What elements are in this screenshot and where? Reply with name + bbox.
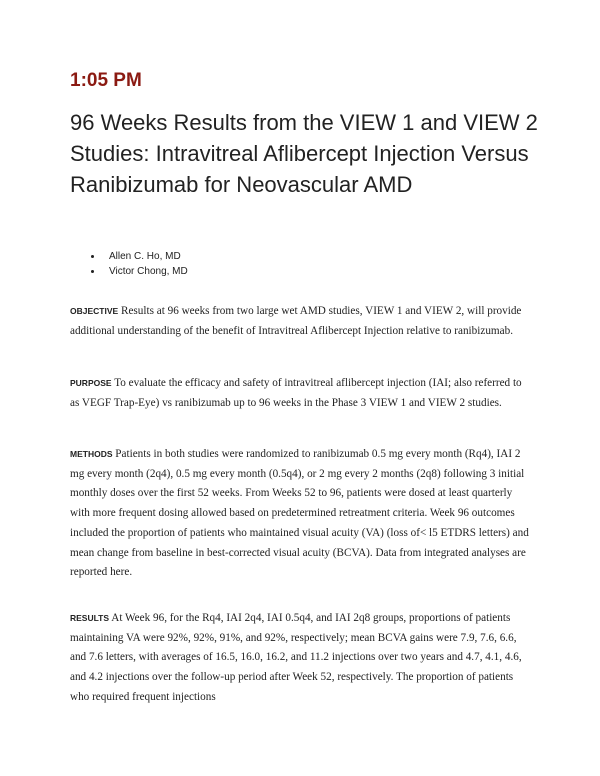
author-item: Allen C. Ho, MD — [91, 249, 188, 264]
methods-label: METHODS — [70, 449, 113, 459]
results-label: RESULTS — [70, 613, 110, 623]
results-section — [70, 609, 532, 737]
methods-section — [70, 445, 532, 583]
author-item: Victor Chong, MD — [91, 264, 188, 279]
author-list — [91, 249, 188, 279]
methods-text: Patients in both studies were randomized to ranibizumab 0.5 mg every month (Rq4), IAI 2 mg every month (2q4), 0.5 mg every month (0.5q4), or 2 mg every 2 months (2q8) following 3 initial monthly doses over the first 52 weeks. From Weeks 52 to 96, patients were dosed at least quarterly with more frequent dosing allowed based on predetermined retreatment criteria. Week 96 outcomes included the proportion of patients who maintained visual acuity (VA) (loss of< l5 ETDRS letters) and mean change from baseline in best-corrected visual acuity (BCVA). Data from integrated analyses are reported here. — [70, 448, 529, 579]
objective-text: Results at 96 weeks from two large wet AMD studies, VIEW 1 and VIEW 2, will provide additional understanding of the benefit of Intravitreal Aflibercept Injection relative to ranibizumab. — [70, 305, 522, 337]
purpose-label: PURPOSE — [70, 378, 112, 388]
objective-label: OBJECTIVE — [70, 306, 119, 316]
session-time: 1:05 PM — [70, 70, 142, 91]
results-text: At Week 96, for the Rq4, IAI 2q4, IAI 0.5q4, and IAI 2q8 groups, proportions of patients maintaining VA were 92%, 92%, 91%, and 92%, respectively; mean BCVA gains were 7.9, 7.6, 6.6, and 7.6 letters, with averages of 16.5, 16.0, 16.2, and 11.2 injections over two years and 4.7, 4.1, 4.6, and 4.2 injections over the follow-up period after Week 52, respectively. The proportion of patients who required frequent injections — [70, 612, 522, 703]
abstract-title: 96 Weeks Results from the VIEW 1 and VIEW 2 Studies: Intravitreal Aflibercept Injection Versus Ranibizumab for Neovascular AMD — [70, 110, 538, 197]
objective-section — [70, 302, 532, 341]
purpose-text: To evaluate the efficacy and safety of intravitreal aflibercept injection (IAI; also referred to as VEGF Trap-Eye) vs ranibizumab up to 96 weeks in the Phase 3 VIEW 1 and VIEW 2 studies. — [70, 377, 522, 409]
purpose-section — [70, 374, 532, 413]
